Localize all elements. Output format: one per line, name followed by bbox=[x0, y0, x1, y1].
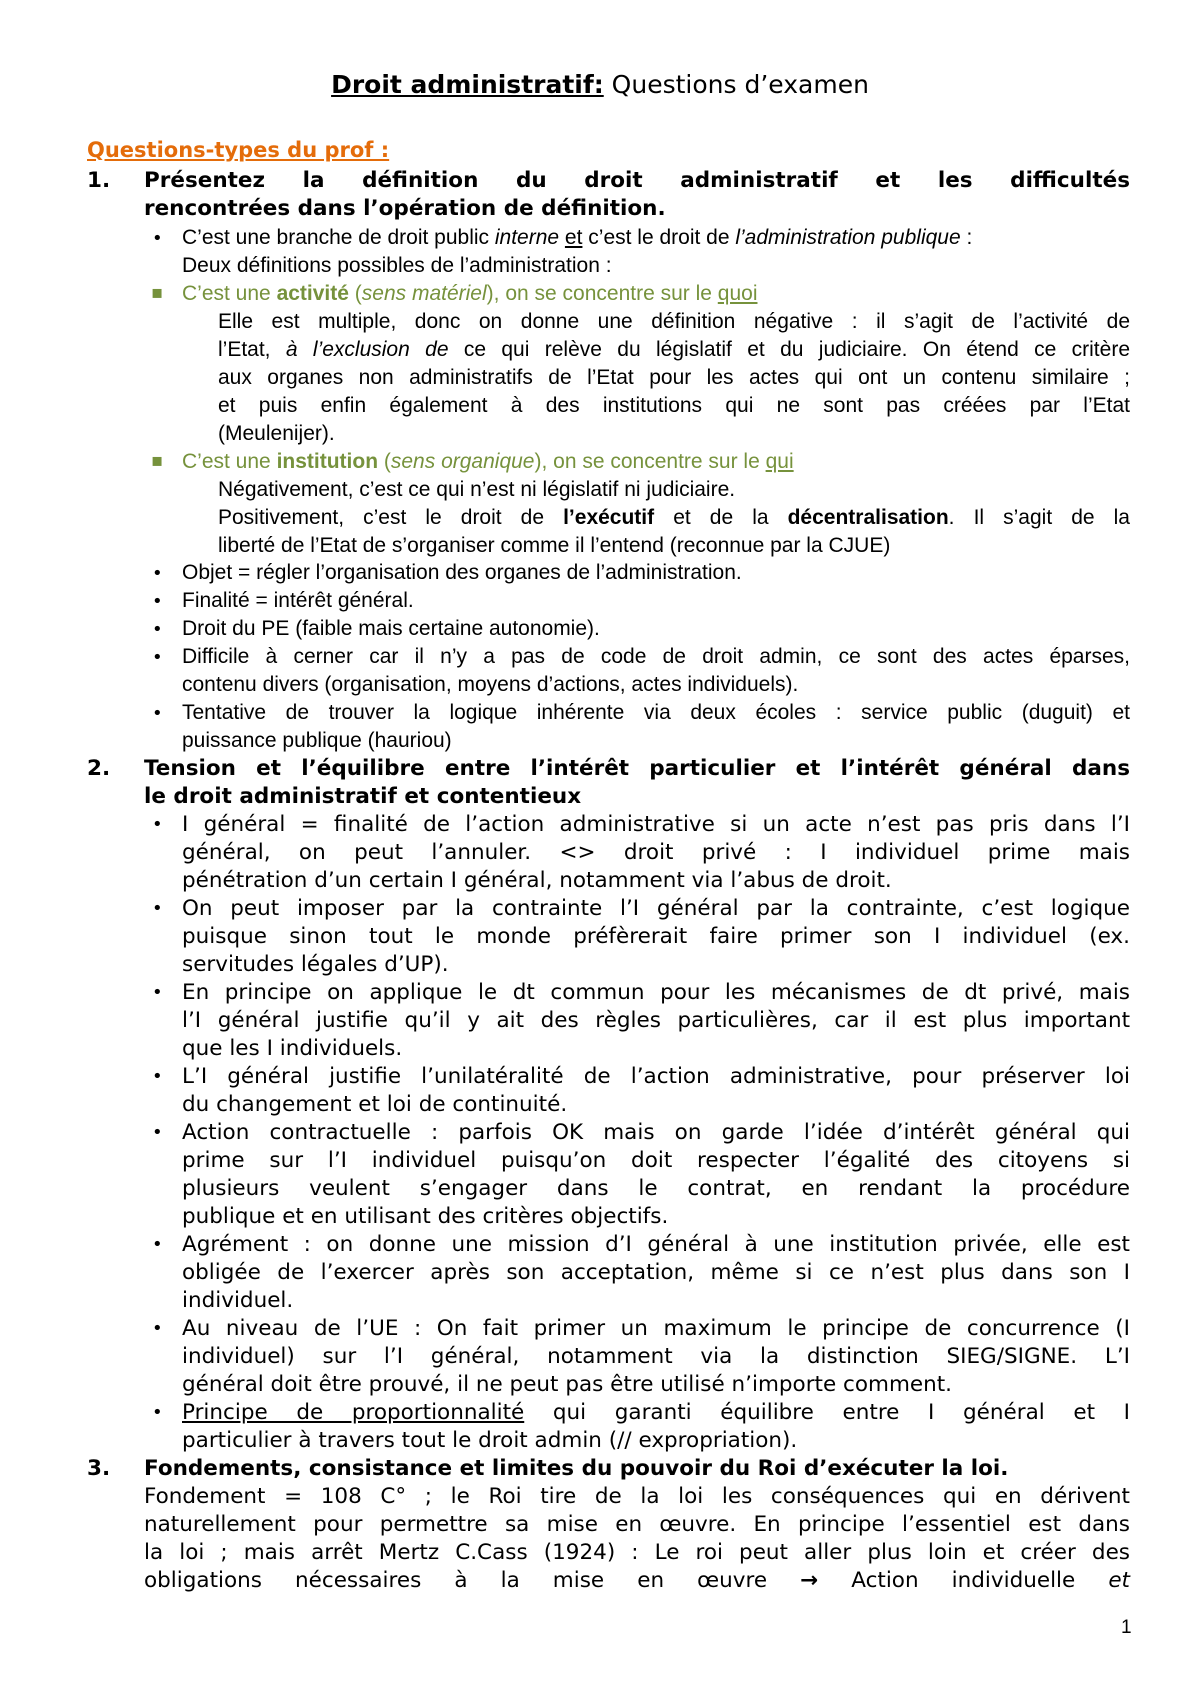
q2-b2-line1: On peut imposer par la contrainte l’I général par la contrainte, c’est logique bbox=[182, 896, 1130, 921]
bullet-icon: • bbox=[152, 647, 163, 668]
page-title bbox=[0, 70, 1200, 99]
bullet-icon: • bbox=[152, 1318, 163, 1339]
q1-heading-line2: rencontrées dans l’opération de définition. bbox=[144, 196, 666, 221]
text: obligations nécessaires à la mise en œuvre bbox=[144, 1568, 801, 1593]
q2-b3-line2: l’I général justifie qu’il y ait des règles particulières, car il est plus important bbox=[182, 1008, 1130, 1033]
bullet-icon: ▪ bbox=[151, 282, 164, 303]
q2-b5-line2: prime sur l’I individuel puisqu’on doit respecter l’égalité des citoyens si bbox=[182, 1148, 1130, 1173]
arrow-icon: → bbox=[800, 1568, 819, 1593]
q1-b1-line2: Deux définitions possibles de l’administration : bbox=[182, 254, 612, 277]
bullet-icon: • bbox=[152, 1402, 163, 1423]
bullet-icon: • bbox=[152, 1066, 163, 1087]
bullet-icon: • bbox=[152, 814, 163, 835]
q1-heading-line1: Présentez la définition du droit administratif et les difficultés bbox=[144, 168, 1130, 193]
text: ), on se concentre sur le bbox=[486, 282, 718, 305]
q1-b8-line2: puissance publique (hauriou) bbox=[182, 729, 452, 752]
q2-b4-line2: du changement et loi de continuité. bbox=[182, 1092, 568, 1117]
q3-heading: Fondements, consistance et limites du pouvoir du Roi d’exécuter la loi. bbox=[144, 1456, 1009, 1481]
q1-b2-text-line1: Elle est multiple, donc on donne une définition négative : il s’agit de l’activité de bbox=[218, 310, 1130, 333]
text: : bbox=[960, 226, 973, 249]
bullet-icon: • bbox=[152, 898, 163, 919]
text-italic: sens matériel bbox=[361, 282, 487, 305]
q1-b2-text-line5: (Meulenijer). bbox=[218, 422, 335, 445]
q3-line2: naturellement pour permettre sa mise en œuvre. En principe l’essentiel est dans bbox=[144, 1512, 1130, 1537]
q2-b2-line3: servitudes légales d’UP). bbox=[182, 952, 449, 977]
text: c’est le droit de bbox=[582, 226, 736, 249]
text-italic: sens organique bbox=[390, 450, 535, 473]
q2-b8-line2: particulier à travers tout le droit admin (// expropriation). bbox=[182, 1428, 798, 1453]
text-underline: quoi bbox=[717, 282, 758, 305]
text-bold: décentralisation bbox=[787, 506, 949, 529]
q1-b4: Objet = régler l’organisation des organes de l’administration. bbox=[182, 561, 742, 584]
q1-b7-line1: Difficile à cerner car il n’y a pas de code de droit admin, ce sont des actes éparses, bbox=[182, 645, 1130, 668]
q2-b5-line1: Action contractuelle : parfois OK mais on garde l’idée d’intérêt général qui bbox=[182, 1120, 1130, 1145]
text-italic: interne bbox=[494, 226, 560, 249]
text: ( bbox=[378, 450, 391, 473]
q3-number: 3. bbox=[87, 1456, 111, 1481]
text-underline: Principe de proportionnalité bbox=[182, 1400, 525, 1425]
text: l’Etat, bbox=[218, 338, 286, 361]
q2-b3-line1: En principe on applique le dt commun pour les mécanismes de dt privé, mais bbox=[182, 980, 1130, 1005]
q3-line1: Fondement = 108 C° ; le Roi tire de la loi les conséquences qui en dérivent bbox=[144, 1484, 1130, 1509]
q2-b3-line3: que les I individuels. bbox=[182, 1036, 403, 1061]
text-italic: et bbox=[1108, 1568, 1130, 1593]
text: Positivement, c’est le droit de bbox=[218, 506, 564, 529]
q2-b7-line3: général doit être prouvé, il ne peut pas être utilisé n’importe comment. bbox=[182, 1372, 953, 1397]
q1-b7-line2: contenu divers (organisation, moyens d’actions, actes individuels). bbox=[182, 673, 799, 696]
text: ), on se concentre sur le bbox=[534, 450, 766, 473]
text: Action individuelle bbox=[818, 1568, 1109, 1593]
q1-b5: Finalité = intérêt général. bbox=[182, 589, 414, 612]
q2-b5-line3: plusieurs veulent s’engager dans le contrat, en rendant la procédure bbox=[182, 1176, 1130, 1201]
q1-b3 bbox=[182, 450, 794, 474]
text: ( bbox=[348, 282, 362, 305]
q1-b2 bbox=[182, 282, 757, 306]
q1-b2-text-line3: aux organes non administratifs de l’Etat pour les actes qui ont un contenu similaire ; bbox=[218, 366, 1130, 389]
text: qui garanti équilibre entre I général et I bbox=[524, 1400, 1130, 1425]
text-italic: à l’exclusion de bbox=[285, 338, 449, 361]
q2-b1-line2: général, on peut l’annuler. <> droit privé : I individuel prime mais bbox=[182, 840, 1130, 865]
q2-b1-line1: I général = finalité de l’action administrative si un acte n’est pas pris dans l’I bbox=[182, 812, 1130, 837]
q2-b8-line1 bbox=[182, 1400, 1130, 1425]
text: C’est une bbox=[182, 282, 277, 305]
q2-b6-line1: Agrément : on donne une mission d’I général à une institution privée, elle est bbox=[182, 1232, 1130, 1257]
q2-b2-line2: puisque sinon tout le monde préfèrerait faire primer son I individuel (ex. bbox=[182, 924, 1130, 949]
q2-heading-line2: le droit administratif et contentieux bbox=[144, 784, 582, 809]
q3-line3: la loi ; mais arrêt Mertz C.Cass (1924) : Le roi peut aller plus loin et créer des bbox=[144, 1540, 1130, 1565]
bullet-icon: • bbox=[152, 1122, 163, 1143]
q1-b3-text-line1: Négativement, c’est ce qui n’est ni législatif ni judiciaire. bbox=[218, 478, 736, 501]
text: et de la bbox=[654, 506, 788, 529]
q1-b3-text-line2 bbox=[218, 506, 1130, 530]
q2-b6-line3: individuel. bbox=[182, 1288, 294, 1313]
text: C’est une bbox=[182, 450, 277, 473]
text-underline: et bbox=[564, 226, 583, 249]
bullet-icon: • bbox=[152, 591, 163, 612]
text-underline: qui bbox=[765, 450, 794, 473]
bullet-icon: ▪ bbox=[151, 450, 164, 471]
title-part1: Droit administratif: bbox=[331, 70, 604, 99]
bullet-icon: • bbox=[152, 703, 163, 724]
q3-line4 bbox=[144, 1568, 1130, 1593]
q1-number: 1. bbox=[87, 168, 111, 193]
q2-b7-line2: individuel) sur l’I général, notamment via la distinction SIEG/SIGNE. L’I bbox=[182, 1344, 1130, 1369]
q2-b1-line3: pénétration d’un certain I général, notamment via l’abus de droit. bbox=[182, 868, 892, 893]
text: C’est une branche de droit public bbox=[182, 226, 495, 249]
bullet-icon: • bbox=[152, 563, 163, 584]
q2-b5-line4: publique et en utilisant des critères objectifs. bbox=[182, 1204, 669, 1229]
q1-b1-line1 bbox=[182, 226, 972, 250]
text-bold: institution bbox=[276, 450, 379, 473]
q1-b3-text-line3: liberté de l’Etat de s’organiser comme il l’entend (reconnue par la CJUE) bbox=[218, 534, 891, 557]
q2-b7-line1: Au niveau de l’UE : On fait primer un maximum le principe de concurrence (I bbox=[182, 1316, 1130, 1341]
q1-b2-text-line4: et puis enfin également à des institutions qui ne sont pas créées par l’Etat bbox=[218, 394, 1130, 417]
bullet-icon: • bbox=[152, 228, 163, 249]
q2-b4-line1: L’I général justifie l’unilatéralité de l’action administrative, pour préserver loi bbox=[182, 1064, 1130, 1089]
bullet-icon: • bbox=[152, 982, 163, 1003]
subtitle: Questions-types du prof : bbox=[87, 138, 390, 162]
q1-b2-text-line2 bbox=[218, 338, 1130, 362]
text: ce qui relève du législatif et du judiciaire. On étend ce critère bbox=[448, 338, 1130, 361]
bullet-icon: • bbox=[152, 619, 163, 640]
page-number: 1 bbox=[1121, 1617, 1132, 1638]
bullet-icon: • bbox=[152, 1234, 163, 1255]
q2-b6-line2: obligée de l’exercer après son acceptation, même si ce n’est plus dans son I bbox=[182, 1260, 1130, 1285]
text-italic: l’administration publique bbox=[735, 226, 961, 249]
text-bold: activité bbox=[276, 282, 349, 305]
text-bold: l’exécutif bbox=[563, 506, 655, 529]
q1-b6: Droit du PE (faible mais certaine autonomie). bbox=[182, 617, 600, 640]
q2-heading-line1: Tension et l’équilibre entre l’intérêt particulier et l’intérêt général dans bbox=[144, 756, 1130, 781]
title-part2: Questions d’examen bbox=[603, 70, 869, 99]
text: . Il s’agit de la bbox=[948, 506, 1130, 529]
q2-number: 2. bbox=[87, 756, 111, 781]
q1-b8-line1: Tentative de trouver la logique inhérente via deux écoles : service public (duguit) et bbox=[182, 701, 1130, 724]
